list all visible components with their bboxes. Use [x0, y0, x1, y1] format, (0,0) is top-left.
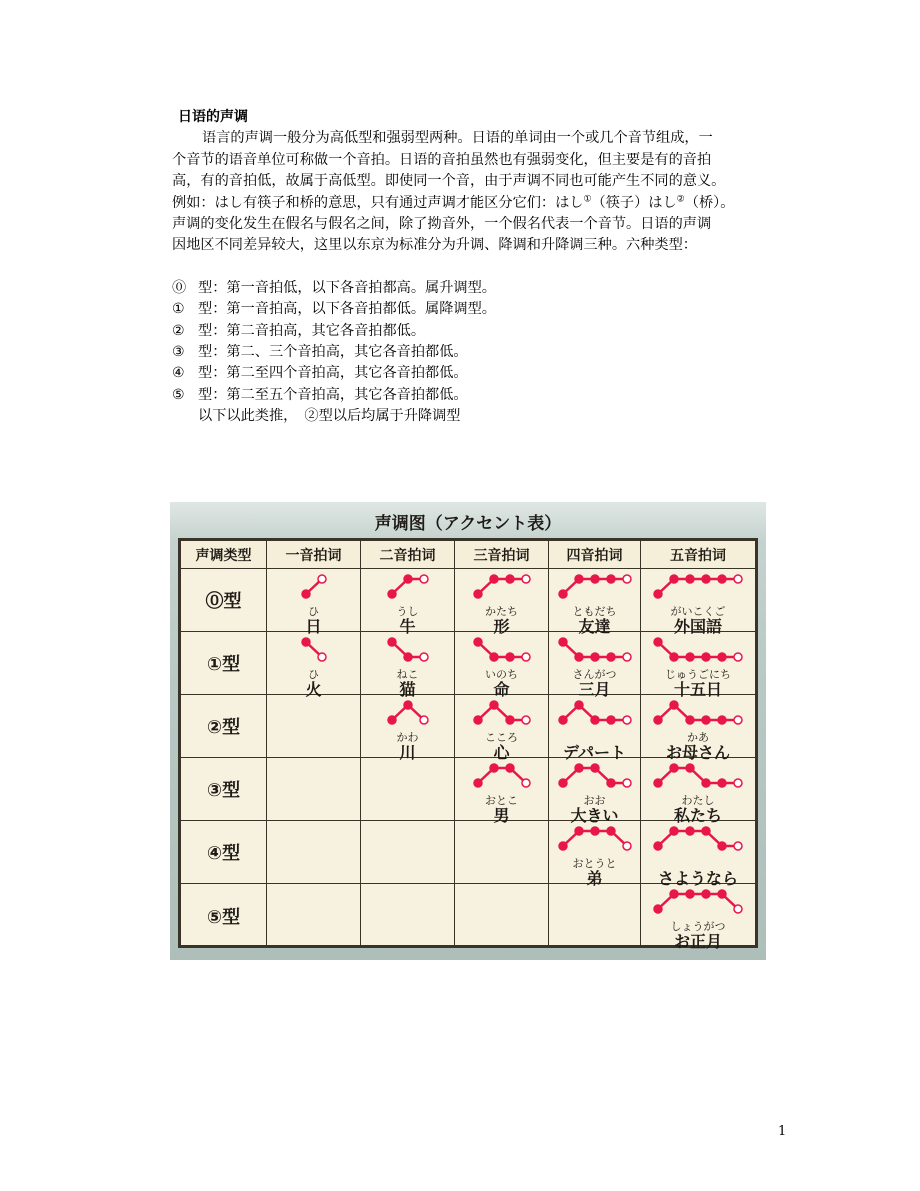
mora-dot [575, 764, 583, 772]
particle-dot [318, 653, 326, 661]
row-label: ③型 [181, 758, 267, 821]
paragraph-line: 个音节的语音单位可称做一个音拍。日语的音拍虽然也有强弱变化，但主要是有的音拍 [172, 151, 712, 168]
word-cell [455, 569, 549, 636]
example-text-3: （桥）。 [684, 194, 735, 211]
mora-dot [718, 716, 726, 724]
particle-dot [522, 575, 530, 583]
particle-dot [420, 575, 428, 583]
particle-dot [522, 779, 530, 787]
word-cell [641, 884, 755, 951]
mora-dot [718, 575, 726, 583]
word-kana: わたし [681, 794, 715, 807]
accent-chart-figure [170, 502, 766, 960]
mora-dot [575, 653, 583, 661]
row-label: ②型 [181, 695, 267, 758]
mora-dot [654, 638, 662, 646]
empty-cell [549, 884, 641, 947]
pitch-pattern-graphic [473, 574, 531, 600]
word-cell [455, 632, 549, 699]
mora-dot [474, 716, 482, 724]
word-cell [641, 821, 755, 888]
type-text: 型：第二音拍高，其它各音拍都低。 [198, 322, 426, 339]
word-kanji: 外国語 [673, 617, 722, 636]
particle-dot [623, 842, 631, 850]
word-kana: かあ [687, 731, 709, 744]
mora-dot [654, 905, 662, 913]
pitch-pattern-graphic [387, 637, 429, 663]
column-header: 三音拍词 [455, 541, 549, 569]
word-kanji: お正月 [673, 932, 722, 951]
type-text: 型：第二至四个音拍高，其它各音拍都低。 [198, 365, 468, 382]
mora-dot [670, 890, 678, 898]
type-number: ⑤ [172, 386, 185, 403]
column-header: 一音拍词 [267, 541, 361, 569]
pitch-pattern-graphic [653, 763, 743, 789]
mora-dot [654, 842, 662, 850]
word-kana: おとこ [485, 794, 518, 807]
mora-dot [654, 590, 662, 598]
empty-cell [361, 884, 455, 947]
word-cell [641, 695, 755, 762]
word-kana: うし [396, 605, 419, 618]
mora-dot [575, 701, 583, 709]
particle-dot [734, 575, 742, 583]
mora-dot [686, 890, 694, 898]
word-kana: しょうがつ [670, 920, 726, 933]
pitch-pattern-graphic [558, 826, 632, 852]
example-text-1: 例如：はし有筷子和桥的意思，只有通过声调才能区分它们：はし [172, 194, 584, 211]
mora-dot [302, 590, 310, 598]
word-kana: かたち [485, 605, 518, 618]
column-header: 四音拍词 [549, 541, 641, 569]
mora-dot [670, 701, 678, 709]
mora-dot [506, 575, 514, 583]
word-cell [549, 632, 641, 699]
mora-dot [506, 716, 514, 724]
accent-table [178, 538, 758, 951]
paragraph-line: 因地区不同差异较大，这里以东京为标准分为升调、降调和升降调三种。六种类型： [172, 237, 697, 254]
intro-paragraph [172, 128, 792, 256]
mora-dot [302, 638, 310, 646]
word-kanji: 私たち [673, 806, 722, 825]
type-number: ③ [172, 344, 185, 361]
particle-dot [734, 842, 742, 850]
word-kana: さんがつ [572, 668, 617, 681]
mora-dot [718, 653, 726, 661]
mora-dot [474, 638, 482, 646]
particle-dot [420, 716, 428, 724]
word-cell [549, 695, 641, 762]
word-kana: がいこくご [670, 605, 726, 618]
page-number: 1 [778, 1124, 787, 1139]
empty-cell [267, 758, 361, 821]
mora-dot [670, 575, 678, 583]
word-kanji: お母さん [665, 743, 730, 762]
word-kana: ひ [308, 605, 319, 618]
document-body [172, 107, 792, 428]
word-kana: いのち [485, 668, 518, 681]
empty-cell [267, 821, 361, 884]
word-kanji: 猫 [399, 680, 416, 699]
mora-dot [474, 590, 482, 598]
mora-dot [591, 575, 599, 583]
superscript-1: ① [583, 193, 592, 204]
mora-dot [607, 575, 615, 583]
word-kana: ともだち [572, 605, 617, 618]
pitch-pattern-graphic [653, 700, 743, 726]
word-kanji: 男 [493, 806, 510, 825]
pitch-pattern-graphic [473, 637, 531, 663]
type-number: ② [172, 322, 185, 339]
word-cell [361, 695, 455, 762]
mora-dot [607, 716, 615, 724]
empty-cell [361, 758, 455, 821]
mora-dot [591, 827, 599, 835]
mora-dot [702, 716, 710, 724]
mora-dot [559, 590, 567, 598]
column-header: 声调类型 [181, 541, 267, 569]
mora-dot [559, 638, 567, 646]
word-kanji: 牛 [399, 617, 416, 636]
word-kanji: 形 [493, 617, 510, 636]
mora-dot [654, 779, 662, 787]
type-text: 型：第二、三个音拍高，其它各音拍都低。 [198, 344, 468, 361]
mora-dot [607, 779, 615, 787]
row-label: ⓪型 [181, 569, 267, 632]
empty-cell [455, 821, 549, 884]
example-text-2: （筷子）はし [591, 194, 677, 211]
mora-dot [474, 779, 482, 787]
mora-dot [559, 716, 567, 724]
word-cell [267, 569, 361, 636]
mora-dot [559, 779, 567, 787]
mora-dot [591, 764, 599, 772]
particle-dot [318, 575, 326, 583]
word-kana: こころ [485, 731, 518, 744]
mora-dot [490, 701, 498, 709]
mora-dot [702, 653, 710, 661]
word-kana: かわ [396, 731, 419, 744]
pitch-pattern-graphic [301, 637, 327, 663]
word-kanji: 火 [305, 680, 322, 699]
mora-dot [490, 653, 498, 661]
accent-type-item [172, 299, 792, 320]
type-number: ① [172, 301, 185, 318]
particle-dot [734, 653, 742, 661]
superscript-2: ② [676, 193, 685, 204]
pitch-line [478, 705, 526, 720]
word-cell [549, 758, 641, 825]
paragraph-line: 高，有的音拍低，故属于高低型。即使同一个音，由于声调不同也可能产生不同的意义。 [172, 173, 726, 190]
word-cell [455, 695, 549, 762]
column-header: 二音拍词 [361, 541, 455, 569]
accent-type-item [172, 363, 792, 384]
pitch-pattern-graphic [473, 763, 531, 789]
paragraph-line-text: 语言的声调一般分为高低型和强弱型两种。日语的单词由一个或几个音节组成，一 [202, 130, 713, 147]
pitch-pattern-graphic [558, 574, 632, 600]
mora-dot [591, 716, 599, 724]
example-line [172, 193, 792, 214]
word-kanji: 命 [493, 680, 510, 699]
particle-dot [522, 716, 530, 724]
pitch-pattern-graphic [558, 637, 632, 663]
mora-dot [575, 575, 583, 583]
pitch-pattern-graphic [387, 574, 429, 600]
pitch-pattern-graphic [653, 889, 743, 915]
particle-dot [734, 716, 742, 724]
word-kanji: 川 [399, 743, 416, 762]
word-kana: ひ [308, 668, 319, 681]
accent-type-item [172, 385, 792, 406]
pitch-pattern-graphic [301, 574, 327, 600]
pitch-line [478, 579, 526, 594]
word-kana: おとうと [572, 857, 617, 870]
pitch-pattern-graphic [558, 763, 632, 789]
mora-dot [702, 575, 710, 583]
type-number: ⓪ [172, 279, 187, 296]
mora-dot [702, 779, 710, 787]
mora-dot [702, 890, 710, 898]
row-label: ①型 [181, 632, 267, 695]
pitch-pattern-graphic [558, 700, 632, 726]
mora-dot [404, 575, 412, 583]
word-cell [641, 569, 755, 636]
mora-dot [404, 653, 412, 661]
type-text: 型：第二至五个音拍高，其它各音拍都低。 [198, 386, 468, 403]
word-kanji: 三月 [578, 680, 611, 699]
particle-dot [623, 653, 631, 661]
empty-cell [267, 884, 361, 947]
mora-dot [718, 842, 726, 850]
mora-dot [686, 827, 694, 835]
particle-dot [734, 779, 742, 787]
column-header: 五音拍词 [641, 541, 755, 569]
particle-dot [420, 653, 428, 661]
word-kanji: デパート [562, 743, 627, 762]
empty-cell [455, 884, 549, 947]
empty-cell [361, 821, 455, 884]
word-kana: ねこ [396, 668, 419, 681]
mora-dot [591, 653, 599, 661]
pitch-pattern-graphic [653, 574, 743, 600]
mora-dot [718, 779, 726, 787]
mora-dot [607, 653, 615, 661]
pitch-pattern-graphic [473, 700, 531, 726]
type-text: 型：第一音拍低，以下各音拍都高。属升调型。 [198, 279, 496, 296]
word-cell [361, 569, 455, 636]
mora-dot [654, 716, 662, 724]
mora-dot [686, 575, 694, 583]
pitch-line [478, 768, 526, 783]
accent-type-item [172, 321, 792, 342]
word-kanji: 十五日 [673, 680, 722, 699]
particle-dot [623, 575, 631, 583]
mora-dot [686, 716, 694, 724]
row-label: ⑤型 [181, 884, 267, 947]
mora-dot [388, 590, 396, 598]
mora-dot [575, 827, 583, 835]
mora-dot [718, 890, 726, 898]
figure-title: 声调图（アクセント表） [374, 514, 562, 534]
mora-dot [670, 653, 678, 661]
word-kanji: さようなら [657, 869, 738, 888]
accent-type-item [172, 278, 792, 299]
particle-dot [522, 653, 530, 661]
word-kanji: 大きい [570, 806, 619, 825]
page-title: 日语的声调 [178, 109, 248, 125]
empty-cell [267, 695, 361, 758]
mora-dot [670, 764, 678, 772]
word-kana: じゅうごにち [665, 668, 731, 681]
type-note: 以下以此类推， ②型以后均属于升降调型 [198, 408, 461, 425]
paragraph-line [172, 128, 792, 149]
mora-dot [702, 827, 710, 835]
particle-dot [734, 905, 742, 913]
pitch-pattern-graphic [653, 637, 743, 663]
mora-dot [559, 842, 567, 850]
word-cell [267, 632, 361, 699]
type-number: ④ [172, 365, 185, 382]
mora-dot [388, 716, 396, 724]
mora-dot [506, 764, 514, 772]
accent-type-item [172, 342, 792, 363]
mora-dot [388, 638, 396, 646]
word-cell [361, 632, 455, 699]
word-kanji: 日 [305, 617, 322, 636]
figure-title-bar [170, 502, 766, 540]
word-kanji: 心 [493, 743, 510, 762]
mora-dot [686, 653, 694, 661]
type-text: 型：第一音拍高，以下各音拍都低。属降调型。 [198, 301, 496, 318]
mora-dot [686, 764, 694, 772]
word-cell [641, 632, 755, 699]
mora-dot [404, 701, 412, 709]
pitch-line [478, 642, 526, 657]
mora-dot [670, 827, 678, 835]
word-cell [549, 569, 641, 636]
row-label: ④型 [181, 821, 267, 884]
pitch-pattern-graphic [653, 826, 743, 852]
particle-dot [623, 716, 631, 724]
pitch-pattern-graphic [387, 700, 429, 726]
particle-dot [623, 779, 631, 787]
mora-dot [490, 575, 498, 583]
word-kana: おお [583, 794, 606, 807]
word-kanji: 友達 [578, 617, 611, 636]
accent-type-list [172, 278, 792, 428]
mora-dot [607, 827, 615, 835]
word-cell [641, 758, 755, 825]
word-kanji: 弟 [586, 869, 603, 888]
word-cell [549, 821, 641, 888]
mora-dot [490, 764, 498, 772]
mora-dot [506, 653, 514, 661]
word-cell [455, 758, 549, 825]
paragraph-line: 声调的变化发生在假名与假名之间，除了拗音外，一个假名代表一个音节。日语的声调 [172, 216, 712, 233]
